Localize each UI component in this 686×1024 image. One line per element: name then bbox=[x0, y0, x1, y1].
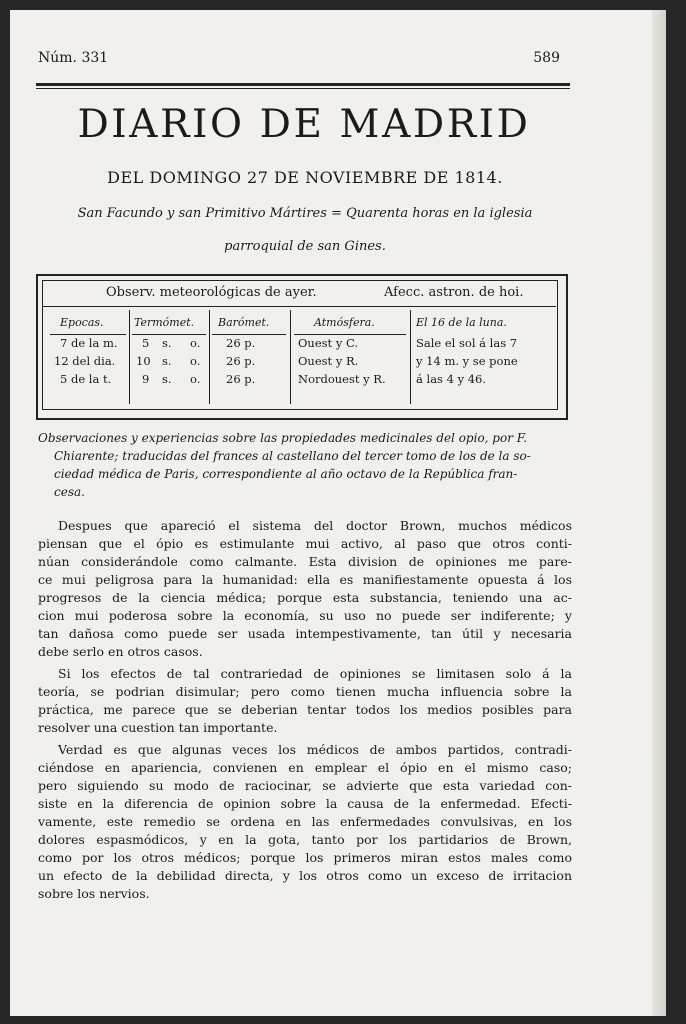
weather-col-divider bbox=[290, 310, 291, 404]
weather-col-divider bbox=[209, 310, 210, 404]
weather-header-baro: Barómet. bbox=[218, 316, 270, 329]
article-line: dolores espasmódicos, y en la gota, tanto por los partidarios de Brown, bbox=[38, 832, 572, 847]
article-line: Despues que apareció el sistema del doctor Brown, muchos médicos bbox=[58, 518, 572, 533]
weather-col-divider bbox=[410, 310, 411, 404]
weather-epoch: 5 de la t. bbox=[60, 372, 112, 386]
page-number: 589 bbox=[533, 50, 560, 66]
article-line: teoría, se podrian disimular; pero como tienen mucha influencia sobre la bbox=[38, 684, 572, 699]
weather-header-atmos: Atmósfera. bbox=[314, 316, 375, 329]
article-line: tan dañosa como puede ser usada intempestivamente, tan útil y necesaria bbox=[38, 626, 572, 641]
weather-therm-value: 9 bbox=[142, 372, 150, 386]
weather-epoch: 12 del dia. bbox=[54, 354, 116, 368]
weather-title-left: Observ. meteorológicas de ayer. bbox=[106, 285, 317, 300]
weather-astro: Sale el sol á las 7 bbox=[416, 336, 518, 350]
weather-therm-sign: s. bbox=[162, 372, 172, 386]
weather-atmos: Nordouest y R. bbox=[298, 372, 386, 386]
weather-epoch: 7 de la m. bbox=[60, 336, 118, 350]
article-line: debe serlo en otros casos. bbox=[38, 644, 203, 659]
article-heading-line: Chiarente; traducidas del frances al castellano del tercer tomo de los de la so- bbox=[54, 449, 531, 463]
article-line: progresos de la ciencia médica; porque esta substancia, teniendo una ac- bbox=[38, 590, 572, 605]
weather-title-rule bbox=[42, 306, 556, 307]
article-line: cion mui poderosa sobre la economía, su uso no puede ser indiferente; y bbox=[38, 608, 572, 623]
article-heading-line: ciedad médica de Paris, correspondiente al año octavo de la República fran- bbox=[54, 467, 518, 481]
article-line: núan considerándole como calmante. Esta division de opiniones me pare- bbox=[38, 554, 572, 569]
weather-col-rule bbox=[132, 334, 206, 335]
weather-header-therm: Termómet. bbox=[134, 316, 195, 329]
page-edge bbox=[652, 10, 666, 1016]
article-line: vamente, este remedio se ordena en las enfermedades convulsivas, en los bbox=[38, 814, 572, 829]
article-line: un efecto de la debilidad directa, y los otros como un exceso de irritacion bbox=[38, 868, 572, 883]
header-rule-thin bbox=[36, 88, 570, 89]
weather-therm-value: 5 bbox=[142, 336, 150, 350]
article-line: sobre los nervios. bbox=[38, 886, 150, 901]
saints-line-1: San Facundo y san Primitivo Mártires = Quarenta horas en la iglesia bbox=[77, 206, 533, 221]
weather-col-rule bbox=[50, 334, 126, 335]
masthead-title: DIARIO DE MADRID bbox=[77, 102, 531, 147]
weather-astro: y 14 m. y se pone bbox=[416, 354, 518, 368]
issue-number: Núm. 331 bbox=[38, 50, 109, 66]
weather-therm-sign: s. bbox=[162, 336, 172, 350]
article-heading-line: Observaciones y experiencias sobre las propiedades medicinales del opio, por F. bbox=[38, 431, 528, 445]
weather-atmos: Ouest y R. bbox=[298, 354, 359, 368]
article-line: Verdad es que algunas veces los médicos de ambos partidos, contradi- bbox=[58, 742, 572, 757]
weather-title-right: Afecc. astron. de hoi. bbox=[384, 285, 524, 300]
article-line: ciéndose en apariencia, convienen en emplear el ópio en el mismo caso; bbox=[38, 760, 572, 775]
weather-header-epochs: Epocas. bbox=[60, 316, 104, 329]
dateline: DEL DOMINGO 27 DE NOVIEMBRE DE 1814. bbox=[107, 168, 503, 187]
weather-col-rule bbox=[294, 334, 406, 335]
article-line: pero siguiendo su modo de raciocinar, se advierte que esta variedad con- bbox=[38, 778, 572, 793]
article-line: resolver una cuestion tan importante. bbox=[38, 720, 278, 735]
weather-col-divider bbox=[129, 310, 130, 404]
article-line: Si los efectos de tal contrariedad de opiniones se limitasen solo á la bbox=[58, 666, 572, 681]
weather-therm-unit: o. bbox=[190, 372, 201, 386]
header-rule-thick bbox=[36, 83, 570, 86]
article-line: piensan que el ópio es estimulante mui activo, al paso que otros conti- bbox=[38, 536, 572, 551]
weather-baro: 26 p. bbox=[226, 336, 256, 350]
saints-line-2: parroquial de san Gines. bbox=[224, 239, 386, 254]
weather-atmos: Ouest y C. bbox=[298, 336, 359, 350]
weather-therm-unit: o. bbox=[190, 354, 201, 368]
article-line: ce mui peligrosa para la humanidad: ella es manifiestamente opuesta á los bbox=[38, 572, 572, 587]
article-heading-line: cesa. bbox=[54, 485, 85, 499]
weather-baro: 26 p. bbox=[226, 354, 256, 368]
weather-header-astro: El 16 de la luna. bbox=[416, 316, 507, 329]
weather-therm-value: 10 bbox=[136, 354, 151, 368]
weather-baro: 26 p. bbox=[226, 372, 256, 386]
weather-astro: á las 4 y 46. bbox=[416, 372, 487, 386]
newspaper-page bbox=[10, 10, 666, 1016]
weather-therm-unit: o. bbox=[190, 336, 201, 350]
weather-therm-sign: s. bbox=[162, 354, 172, 368]
weather-col-rule bbox=[212, 334, 286, 335]
article-line: como por los otros médicos; porque los primeros miran estos males como bbox=[38, 850, 572, 865]
article-line: práctica, me parece que se deberian tentar todos los medios posibles para bbox=[38, 702, 572, 717]
article-line: siste en la diferencia de opinion sobre la causa de la enfermedad. Efecti- bbox=[38, 796, 572, 811]
